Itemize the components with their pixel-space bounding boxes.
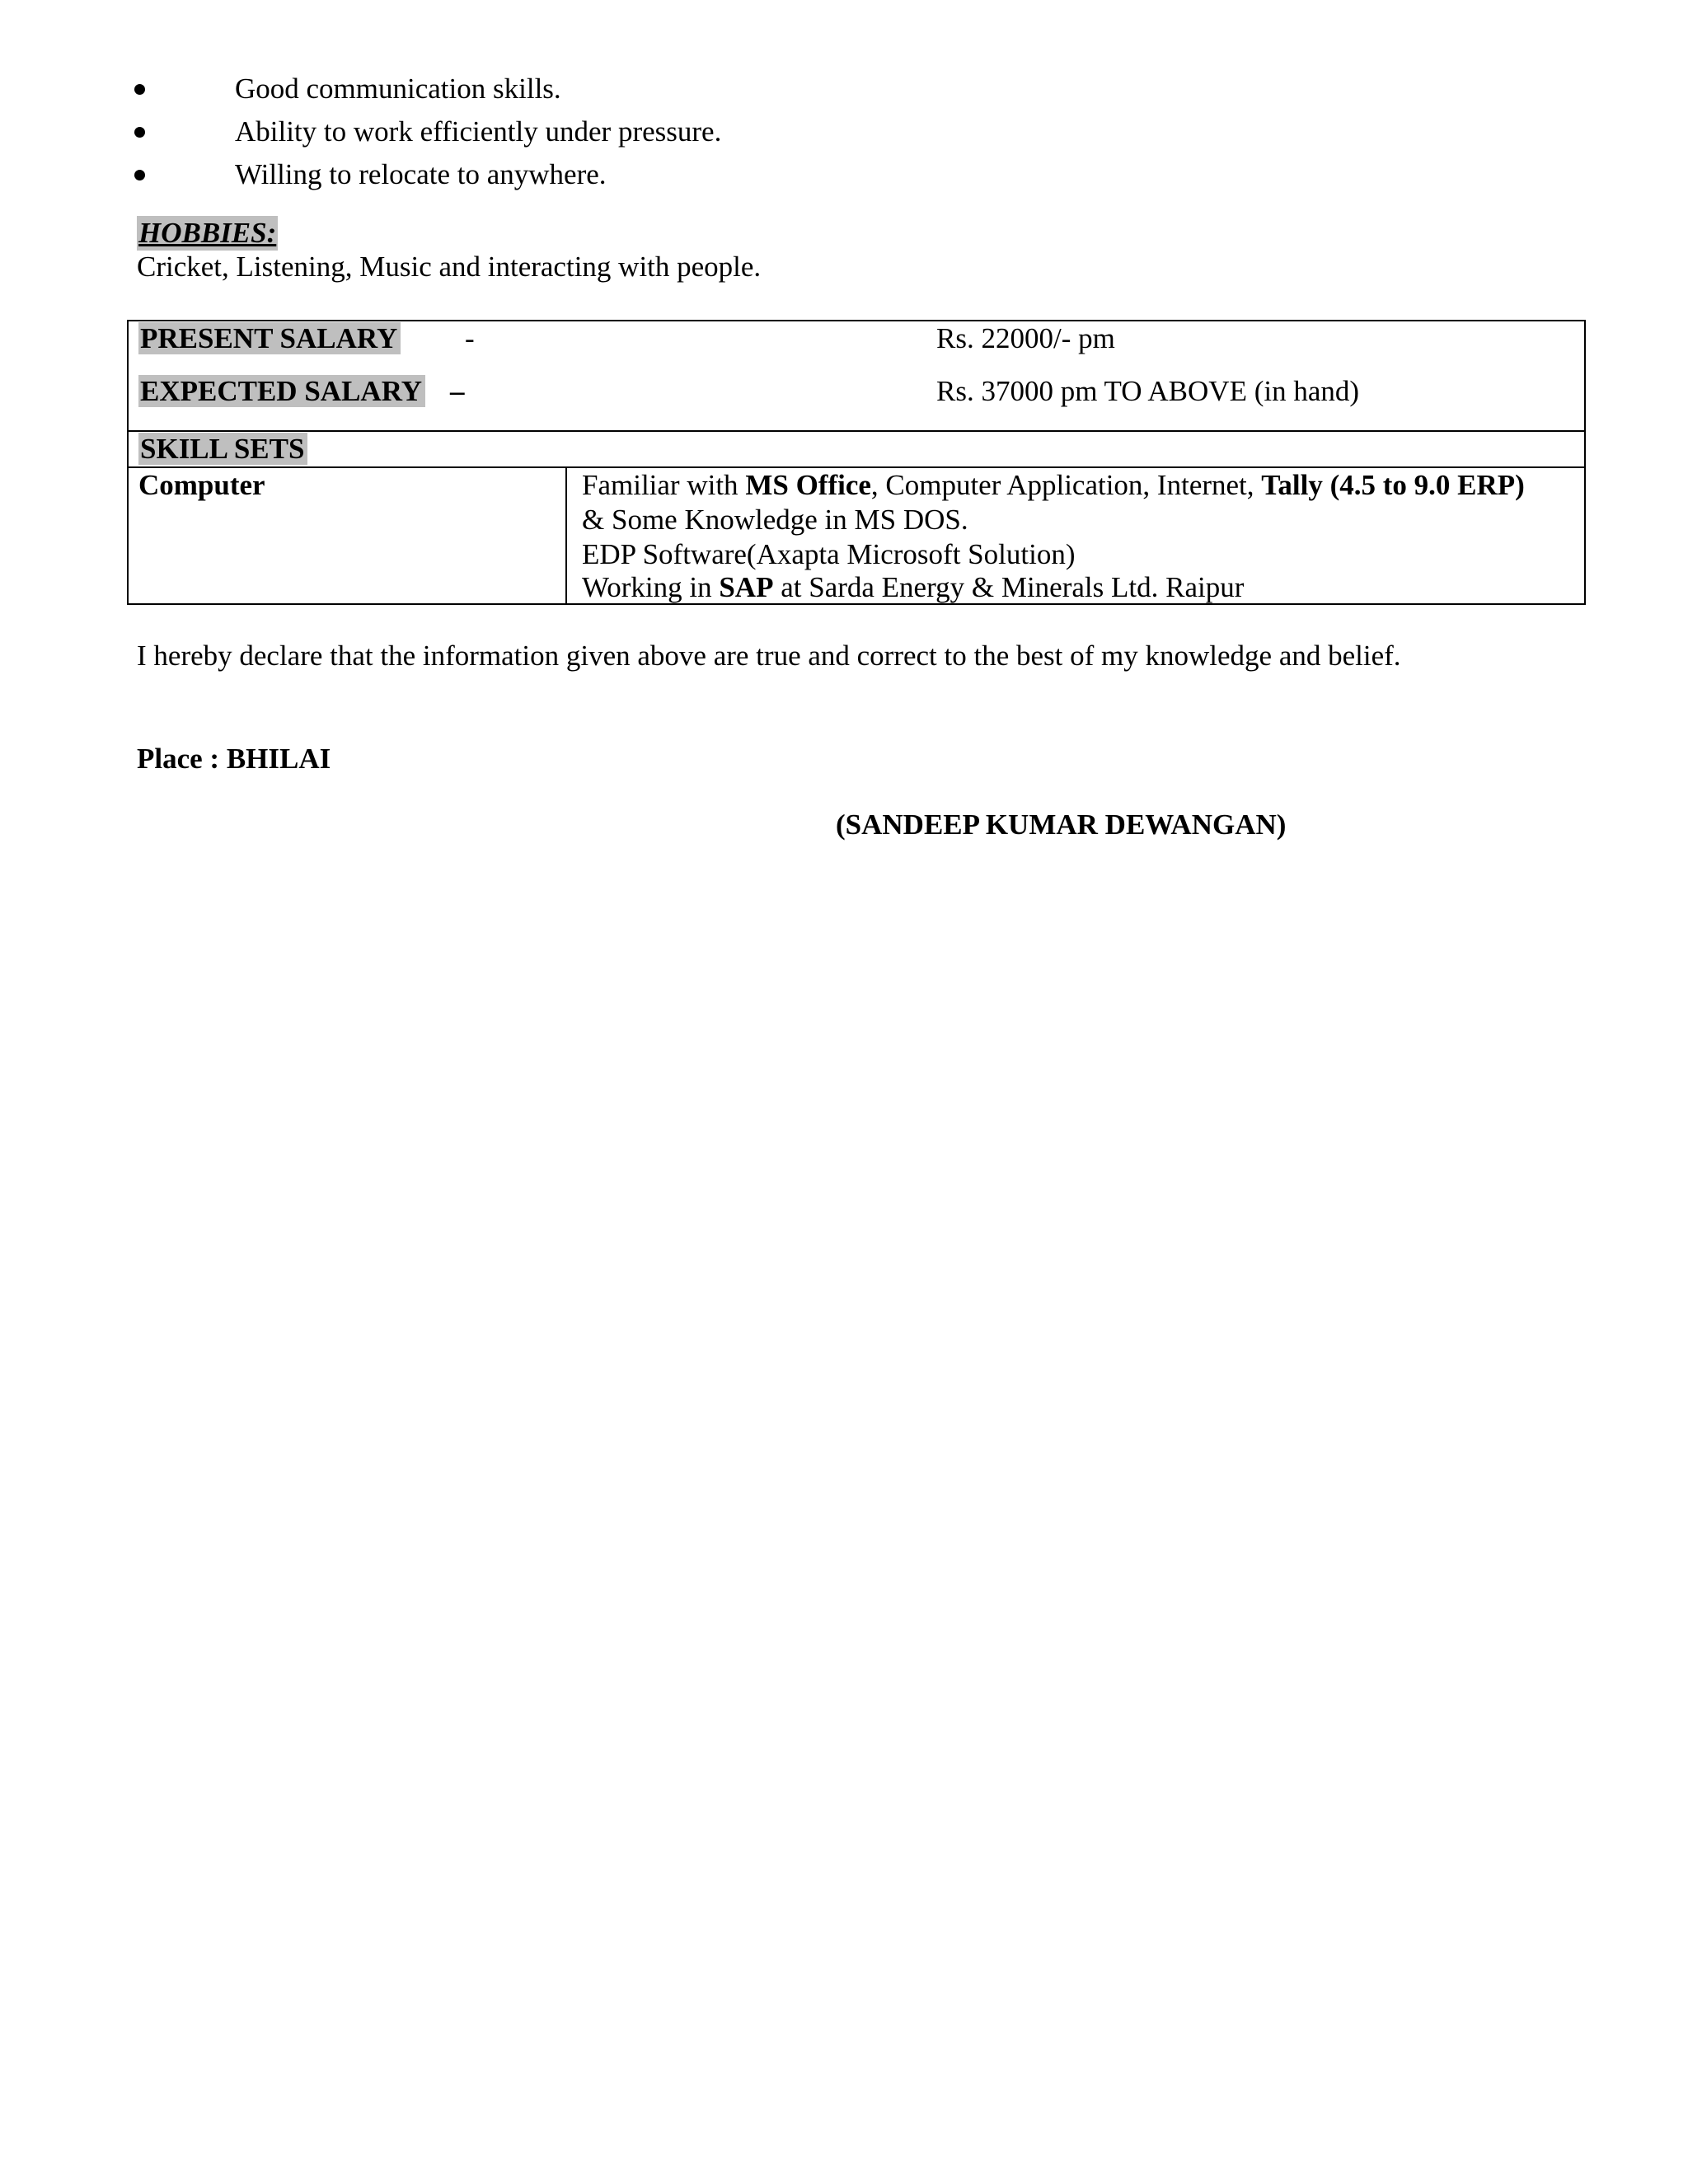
present-salary-label: PRESENT SALARY [138, 322, 401, 354]
skill-category: Computer [138, 469, 265, 501]
present-salary-value: Rs. 22000/- pm [936, 322, 1115, 354]
list-item: Willing to relocate to anywhere. [180, 153, 721, 196]
expected-salary-label: EXPECTED SALARY [138, 375, 425, 407]
skill-line-1: Familiar with MS Office, Computer Application, Internet, Tally (4.5 to 9.0 ERP) [582, 469, 1525, 501]
table-divider [129, 430, 1584, 432]
bullet-icon [134, 170, 145, 180]
expected-salary-separator: – [450, 375, 465, 407]
list-item: Ability to work efficiently under pressure. [180, 110, 721, 153]
place-text: Place : BHILAI [137, 743, 331, 775]
skill-line-2: & Some Knowledge in MS DOS. [582, 504, 968, 536]
bullet-icon [134, 84, 145, 95]
present-salary-label-cell [138, 321, 401, 356]
hobbies-heading: HOBBIES: [138, 217, 277, 249]
declaration-text: I hereby declare that the information given above are true and correct to the best of my knowledge and belief. [137, 640, 1401, 672]
present-salary-separator: - [465, 322, 475, 354]
skill-line-3: EDP Software(Axapta Microsoft Solution) [582, 538, 1076, 570]
list-item: Good communication skills. [180, 68, 721, 110]
expected-salary-value: Rs. 37000 pm TO ABOVE (in hand) [936, 375, 1360, 407]
skill-sets-heading-cell [138, 432, 307, 466]
skill-line-4: Working in SAP at Sarda Energy & Minerals Ltd. Raipur [582, 571, 1245, 603]
hobbies-text: Cricket, Listening, Music and interacting with people. [137, 251, 762, 283]
skill-sets-heading: SKILL SETS [138, 433, 307, 465]
column-divider [565, 466, 567, 603]
salary-skills-table [127, 320, 1586, 605]
bullet-icon [134, 127, 145, 138]
signature-name: (SANDEEP KUMAR DEWANGAN) [836, 808, 1287, 841]
expected-salary-label-cell [138, 374, 425, 409]
qualities-list [180, 68, 721, 196]
